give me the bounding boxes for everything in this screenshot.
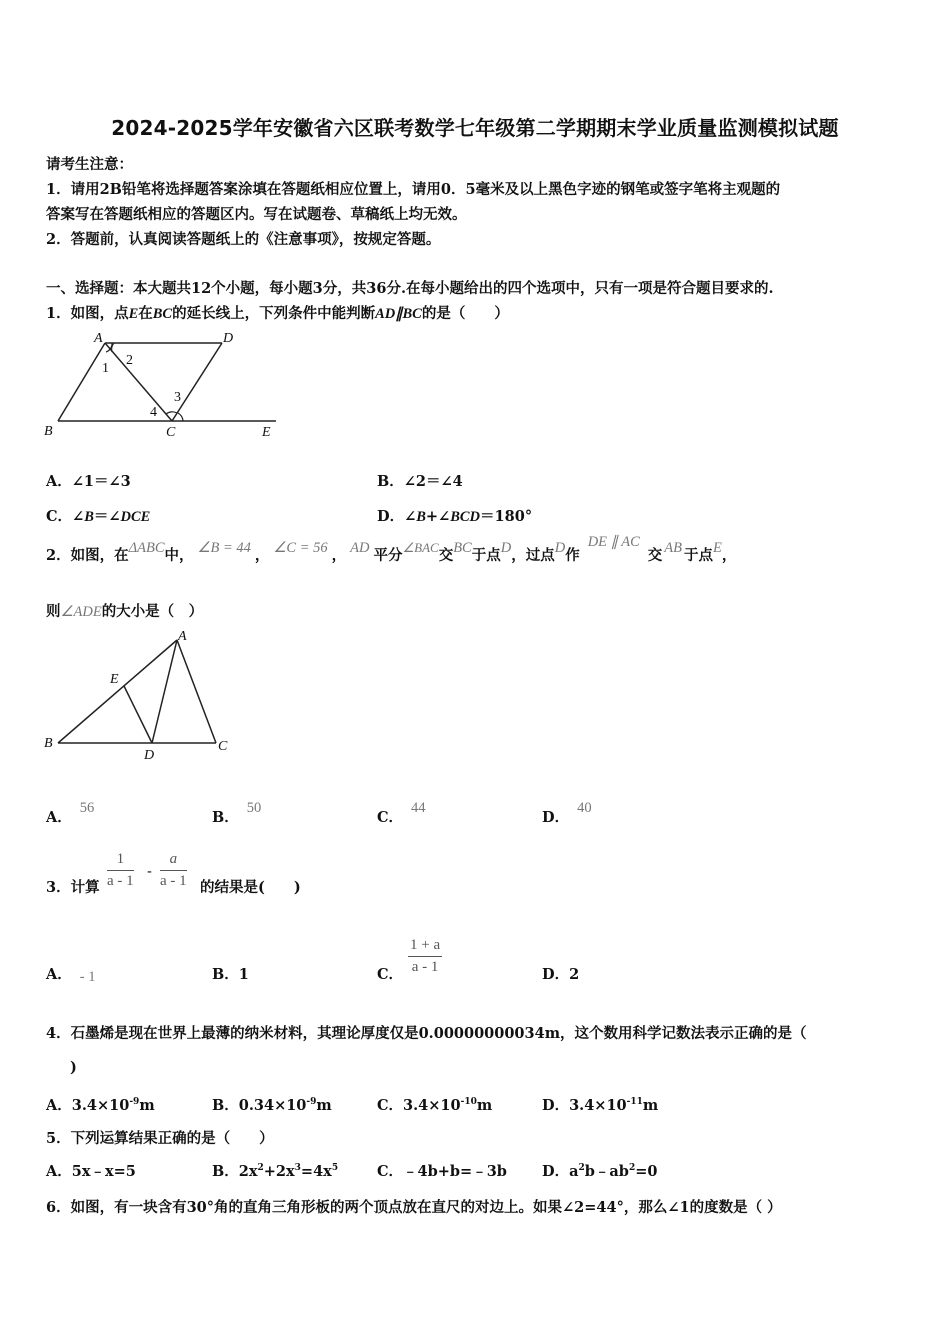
q1-label-d: D <box>223 331 234 346</box>
q1-stem-c: 的延长线上，下列条件中能判断 <box>172 305 376 322</box>
q3-fraction-2-den: a - 1 <box>160 873 187 889</box>
q2-option-b[interactable] <box>212 800 262 827</box>
q3-option-a[interactable] <box>46 963 95 984</box>
q2-line2-post: 的大小是（ ） <box>101 603 204 620</box>
q4-option-a-exp: -9 <box>129 1097 140 1108</box>
q1-parallel: AD∥BC <box>375 306 422 322</box>
q3-fraction-2 <box>160 851 187 890</box>
q5-option-b-c: =4x <box>300 1163 332 1180</box>
q1-label-4: 4 <box>150 405 157 420</box>
q2-option-c[interactable] <box>377 800 426 827</box>
q2-option-b-label: B． <box>212 809 239 826</box>
q4-stem-line2: ) <box>70 1059 77 1076</box>
q2-label-c: C <box>218 739 228 754</box>
q2-t6: 于点 <box>471 547 501 564</box>
q1-label-e: E <box>262 425 271 440</box>
q2-line-ba <box>58 640 177 743</box>
q1-arc-4 <box>166 412 177 414</box>
q2-label-a: A <box>178 629 187 644</box>
q2-option-d-label: D． <box>542 809 570 826</box>
q4-option-b[interactable] <box>212 1094 332 1115</box>
q2-t7: ，过点 <box>511 547 555 564</box>
q2-seg-ab: AB <box>664 540 683 556</box>
q5-option-d[interactable] <box>542 1160 657 1181</box>
q3-fraction-1-den: a - 1 <box>107 873 134 889</box>
q2-option-d[interactable] <box>542 800 592 827</box>
page-title: 2024-2025学年安徽省六区联考数学七年级第二学期期末学业质量监测模拟试题 <box>111 116 839 140</box>
q5-option-b-b: +2x <box>263 1163 295 1180</box>
q2-label-d: D <box>144 748 155 763</box>
q1-stem-a: 1．如图，点 <box>46 305 129 322</box>
q1-option-c-pre: C．∠ <box>46 508 85 525</box>
q2-t5: 交 <box>438 547 454 564</box>
q3-option-c-fraction <box>408 937 442 976</box>
q3-fraction-2-num: a <box>160 851 187 871</box>
q5-option-b-a: B．2x <box>212 1163 258 1180</box>
q1-label-1: 1 <box>102 361 109 376</box>
q1-figure <box>40 328 290 443</box>
q6-stem: 6．如图，有一块含有30°角的直角三角形板的两个顶点放在直尺的对边上。如果∠2=44°，那么∠1的度数是（ ） <box>46 1199 782 1216</box>
section-heading: 一、选择题：本大题共12个小题，每小题3分，共36分.在每小题给出的四个选项中，只有一项是符合题目要求的. <box>46 280 774 297</box>
q3-option-d[interactable]: D．2 <box>542 966 580 983</box>
q2-stem <box>46 534 737 565</box>
q3-minus: - <box>147 864 152 880</box>
q5-option-d-s2: 2 <box>628 1163 636 1174</box>
q1-label-a: A <box>94 331 103 346</box>
q2-line-ac <box>177 640 216 743</box>
q1-option-d-bcd: BCD <box>450 509 481 525</box>
q1-option-c-b: B <box>84 509 94 525</box>
q4-option-a[interactable] <box>46 1094 155 1115</box>
q4-option-c-exp: -10 <box>460 1097 477 1108</box>
q2-num: 2．如图，在 <box>46 547 129 564</box>
q1-option-c-dce: DCE <box>120 509 151 525</box>
notice-heading: 请考生注意： <box>46 156 133 173</box>
q2-t3: ， <box>331 547 347 564</box>
q5-option-a[interactable]: A．5x﹣x=5 <box>46 1163 136 1180</box>
notice-line-1: 1．请用2B铅笔将选择题答案涂填在答题纸相应位置上，请用0．5毫米及以上黑色字迹的钢笔或签字笔将主观题的 <box>46 181 781 198</box>
q2-t8: 作 <box>565 547 580 564</box>
q4-option-b-pre: B．0.34×10 <box>212 1097 307 1114</box>
q2-triangle: ΔABC <box>128 540 165 556</box>
q3-post: 的结果是( ) <box>200 879 301 896</box>
q2-t10: 于点 <box>684 547 714 564</box>
q1-stem <box>46 302 509 323</box>
q1-option-d-pre: D．∠ <box>377 508 417 525</box>
q3-option-c-num: 1 + a <box>408 937 442 957</box>
q2-option-d-value: 40 <box>577 800 592 816</box>
q2-t9: 交 <box>647 547 663 564</box>
q5-option-b-s3: 5 <box>331 1163 339 1174</box>
q2-angle-c: ∠C = 56 <box>273 540 328 556</box>
q5-option-d-a: D．a <box>542 1163 579 1180</box>
q5-option-b-s1: 2 <box>257 1163 264 1174</box>
q2-line-ad <box>152 640 177 743</box>
q3-fraction-1 <box>107 851 134 890</box>
q4-option-d-post: m <box>642 1097 659 1114</box>
notice-line-2: 答案写在答题纸相应的答题区内。写在试题卷、草稿纸上均无效。 <box>46 206 467 223</box>
q2-t4: 平分 <box>373 547 403 564</box>
q1-segment-bc: BC <box>152 306 173 322</box>
q3-option-a-value: - 1 <box>79 969 96 985</box>
q2-label-e: E <box>110 672 119 687</box>
q1-option-d[interactable] <box>377 505 532 526</box>
q1-point-e: E <box>128 306 139 322</box>
q4-option-c-post: m <box>476 1097 493 1114</box>
q1-label-c: C <box>166 425 176 440</box>
q4-option-b-exp: -9 <box>306 1097 317 1108</box>
q5-stem: 5．下列运算结果正确的是（ ） <box>46 1130 274 1147</box>
notice-line-3: 2．答题前，认真阅读答题纸上的《注意事项》，按规定答题。 <box>46 231 441 248</box>
q5-option-c[interactable]: C．﹣4b+b=﹣3b <box>377 1163 507 1180</box>
q5-option-d-c: =0 <box>635 1163 658 1180</box>
q3-option-c-den: a - 1 <box>411 959 439 975</box>
q1-line-ba <box>58 343 105 421</box>
q1-arc-3 <box>178 413 183 421</box>
q1-option-d-mid: +∠ <box>425 508 451 525</box>
q3-option-c[interactable] <box>377 963 403 984</box>
q3-num: 3．计算 <box>46 879 100 896</box>
q1-option-a[interactable]: A．∠1＝∠3 <box>46 473 131 490</box>
q2-line2-pre: 则 <box>46 603 61 620</box>
q2-figure <box>40 625 240 765</box>
q4-option-c-pre: C．3.4×10 <box>377 1097 461 1114</box>
q2-seg-bc: BC <box>453 540 472 556</box>
q5-option-b[interactable] <box>212 1160 338 1181</box>
q4-option-b-post: m <box>316 1097 332 1114</box>
q2-option-a[interactable] <box>46 800 95 827</box>
q5-option-d-b: b﹣ab <box>584 1163 629 1180</box>
q4-option-d-pre: D．3.4×10 <box>542 1097 627 1114</box>
q5-option-b-s2: 3 <box>294 1163 301 1174</box>
q3-option-b[interactable]: B．1 <box>212 966 249 983</box>
q2-label-b: B <box>44 736 53 751</box>
q2-angle-b: ∠B = 44 <box>197 540 251 556</box>
q1-stem-b: 在 <box>138 305 153 322</box>
q1-label-2: 2 <box>126 353 133 368</box>
q3-fraction-1-num: 1 <box>107 851 134 871</box>
q2-point-d2: D <box>554 540 566 556</box>
q5-option-d-s1: 2 <box>578 1163 585 1174</box>
q4-stem-line1: 4．石墨烯是现在世界上最薄的纳米材料，其理论厚度仅是0.00000000034m，这个数用科学记数法表示正确的是（ <box>46 1025 807 1042</box>
q1-line-ac <box>105 343 172 421</box>
q2-option-c-label: C． <box>377 809 404 826</box>
q2-option-a-label: A． <box>46 809 72 826</box>
q1-label-3: 3 <box>174 390 181 405</box>
q2-line-ed <box>124 686 152 743</box>
q1-option-d-end: ＝180° <box>480 508 533 525</box>
q2-de-parallel-ac: DE ∥ AC <box>587 534 640 550</box>
q4-option-a-post: m <box>139 1097 155 1114</box>
q2-t11: ， <box>721 547 737 564</box>
q4-option-c[interactable] <box>377 1094 492 1115</box>
q1-line-dc <box>172 343 222 421</box>
q2-point-e: E <box>713 540 722 556</box>
q4-option-d[interactable] <box>542 1094 658 1115</box>
q2-t1: 中， <box>164 547 194 564</box>
q1-stem-d: 的是（ ） <box>421 305 509 322</box>
q2-angle-ade: ∠ADE <box>60 604 102 620</box>
q1-option-c[interactable] <box>46 505 150 526</box>
q4-option-d-exp: -11 <box>626 1097 643 1108</box>
q1-option-c-mid: ＝∠ <box>93 508 121 525</box>
q2-option-a-value: 56 <box>79 800 95 816</box>
q3-option-a-label: A． <box>46 966 72 983</box>
q4-option-a-pre: A．3.4×10 <box>46 1097 130 1114</box>
q1-option-d-b: B <box>416 509 426 525</box>
q2-option-c-value: 44 <box>411 800 426 816</box>
q2-angle-bac: ∠BAC <box>402 540 439 555</box>
q2-t2: ， <box>254 547 270 564</box>
q3-option-c-label: C． <box>377 966 404 983</box>
q2-point-d: D <box>500 540 512 556</box>
q2-seg-ad: AD <box>350 540 370 556</box>
q2-option-b-value: 50 <box>246 800 262 816</box>
q1-label-b: B <box>44 424 53 439</box>
q2-stem-line2 <box>46 600 203 621</box>
q1-option-b[interactable]: B．∠2＝∠4 <box>377 473 463 490</box>
